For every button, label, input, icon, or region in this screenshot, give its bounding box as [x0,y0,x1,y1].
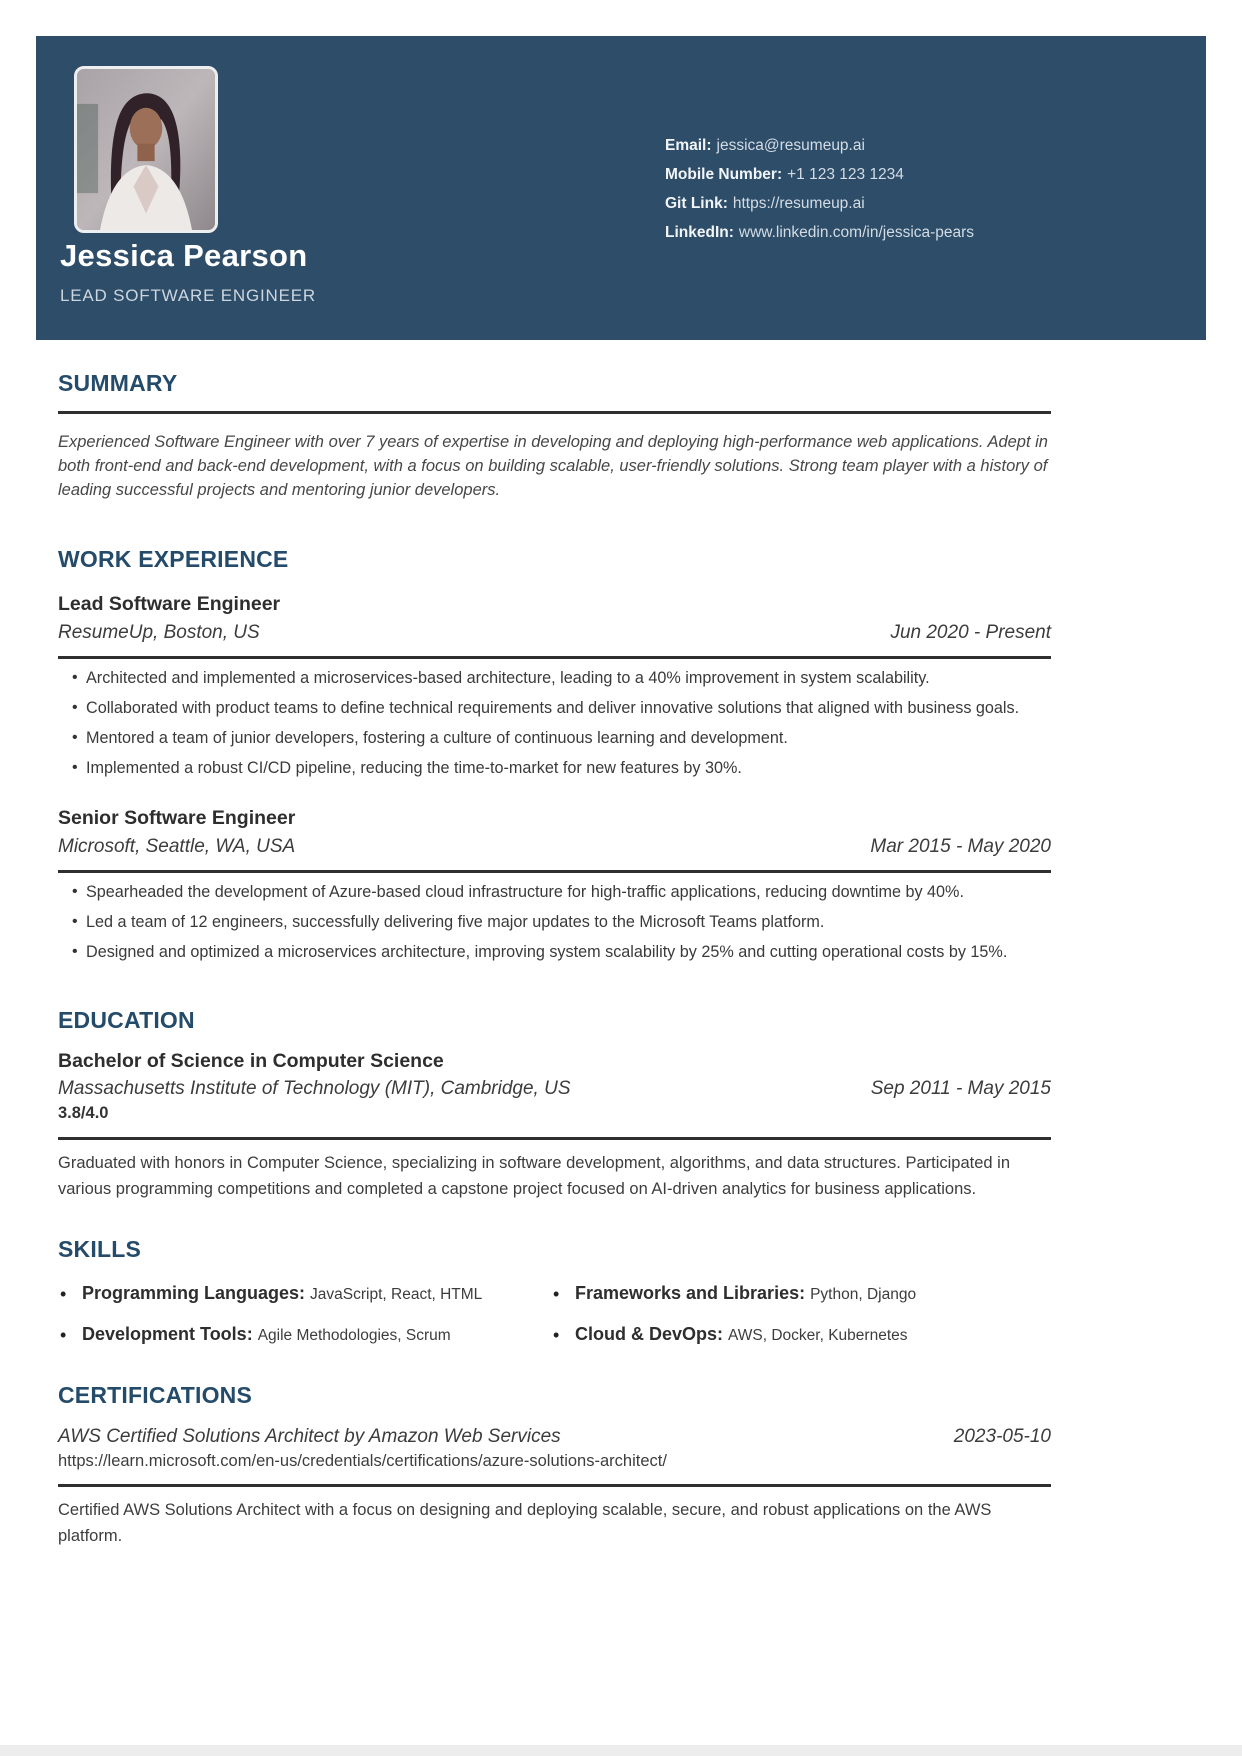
contact-label: Git Link: [665,195,728,212]
summary-heading: SUMMARY [58,370,178,396]
education-school: Massachusetts Institute of Technology (MIT), Cambridge, US [58,1078,571,1099]
contact-value[interactable]: www.linkedin.com/in/jessica-pears [738,224,975,241]
bullet-item: • Mentored a team of junior developers, fostering a culture of continuous learning and development. [72,727,1051,749]
education-heading: EDUCATION [58,1007,195,1033]
section-skills [58,1236,1051,1348]
contact-label: Email: [665,137,712,154]
resume-header [36,36,1206,340]
contact-value[interactable]: jessica@resumeup.ai [716,137,865,154]
summary-text: Experienced Software Engineer with over 7 years of expertise in developing and deploying high-performance web applications. Adept in both front-end and back-end development, with a focus on building scalable, user-friendly solutions. Strong team player with a history of leading successful projects and mentoring junior developers. [58,433,1048,499]
skill-item [58,1281,551,1307]
certification-name: AWS Certified Solutions Architect by Amazon Web Services [58,1426,561,1447]
skill-category: Cloud & DevOps: [575,1324,724,1344]
profile-photo-placeholder [77,69,215,230]
job-company: ResumeUp, Boston, US [58,622,260,643]
resume-body [58,340,1051,1549]
certification-link[interactable]: https://learn.microsoft.com/en-us/credentials/certifications/azure-solutions-architect/ [58,1452,667,1470]
education-dates: Sep 2011 - May 2015 [870,1078,1051,1099]
bullet-item: • Designed and optimized a microservices architecture, improving system scalability by 25% and cutting operational costs by 15%. [72,941,1051,963]
job-dates: Jun 2020 - Present [890,622,1051,643]
bullet-icon: • [553,1284,560,1304]
job-entry [58,593,1051,779]
section-summary [58,370,1051,502]
job-bullets [58,881,1051,963]
divider [58,1484,1051,1487]
education-gpa: 3.8/4.0 [58,1104,109,1122]
profile-photo [74,66,218,233]
contact-list [665,131,974,247]
job-dates: Mar 2015 - May 2020 [870,836,1051,857]
section-certifications [58,1382,1051,1549]
divider [58,1137,1051,1140]
certification-description: Certified AWS Solutions Architect with a focus on designing and deploying scalable, secure, and robust applications on the AWS platform. [58,1501,992,1545]
skills-grid [58,1281,1051,1348]
section-education [58,1007,1051,1202]
skill-category: Programming Languages: [82,1283,306,1303]
skill-category: Development Tools: [82,1324,253,1344]
person-title: LEAD SOFTWARE ENGINEER [60,286,316,305]
contact-item [665,218,974,247]
section-work-experience [58,546,1051,963]
bullet-item: • Spearheaded the development of Azure-based cloud infrastructure for high-traffic applications, reducing downtime by 40%. [72,881,1051,903]
divider [58,870,1051,873]
bullet-item: • Architected and implemented a microservices-based architecture, leading to a 40% improvement in system scalability. [72,667,1051,689]
bullet-icon: • [553,1325,560,1345]
contact-label: Mobile Number: [665,166,783,183]
job-bullets [58,667,1051,779]
skill-item [551,1322,1051,1348]
contact-item [665,189,974,218]
skill-item [551,1281,1051,1307]
divider [58,411,1051,414]
job-company: Microsoft, Seattle, WA, USA [58,836,296,857]
jobs-list [58,593,1051,963]
contact-value[interactable]: +1 123 123 1234 [787,166,904,183]
certifications-heading: CERTIFICATIONS [58,1382,253,1408]
contact-item [665,131,974,160]
skill-values: Agile Methodologies, Scrum [257,1327,451,1344]
bullet-icon: • [60,1284,67,1304]
person-name: Jessica Pearson [60,238,308,273]
work-experience-heading: WORK EXPERIENCE [58,546,289,572]
skill-item [58,1322,551,1348]
contact-value[interactable]: https://resumeup.ai [732,195,865,212]
bullet-item: • Led a team of 12 engineers, successfully delivering five major updates to the Microsoft Teams platform. [72,911,1051,933]
skill-values: AWS, Docker, Kubernetes [728,1327,908,1344]
bullet-item: • Collaborated with product teams to define technical requirements and deliver innovative solutions that aligned with business goals. [72,697,1051,719]
bullet-item: • Implemented a robust CI/CD pipeline, reducing the time-to-market for new features by 30%. [72,757,1051,779]
job-title: Lead Software Engineer [58,593,281,615]
certification-date: 2023-05-10 [953,1426,1051,1447]
divider [58,656,1051,659]
skill-values: JavaScript, React, HTML [310,1286,483,1303]
job-title: Senior Software Engineer [58,807,296,829]
skill-category: Frameworks and Libraries: [575,1283,806,1303]
skills-heading: SKILLS [58,1236,141,1262]
education-degree: Bachelor of Science in Computer Science [58,1050,444,1072]
skill-values: Python, Django [810,1286,917,1303]
contact-item [665,160,974,189]
job-entry [58,807,1051,963]
contact-label: LinkedIn: [665,224,734,241]
bullet-icon: • [60,1325,67,1345]
education-description: Graduated with honors in Computer Science, specializing in software development, algorithms, and data structures. Participated in various programming competitions and completed a capstone project focused on AI-driven analytics for business applications. [58,1154,1010,1198]
page-bottom-edge [0,1745,1242,1756]
